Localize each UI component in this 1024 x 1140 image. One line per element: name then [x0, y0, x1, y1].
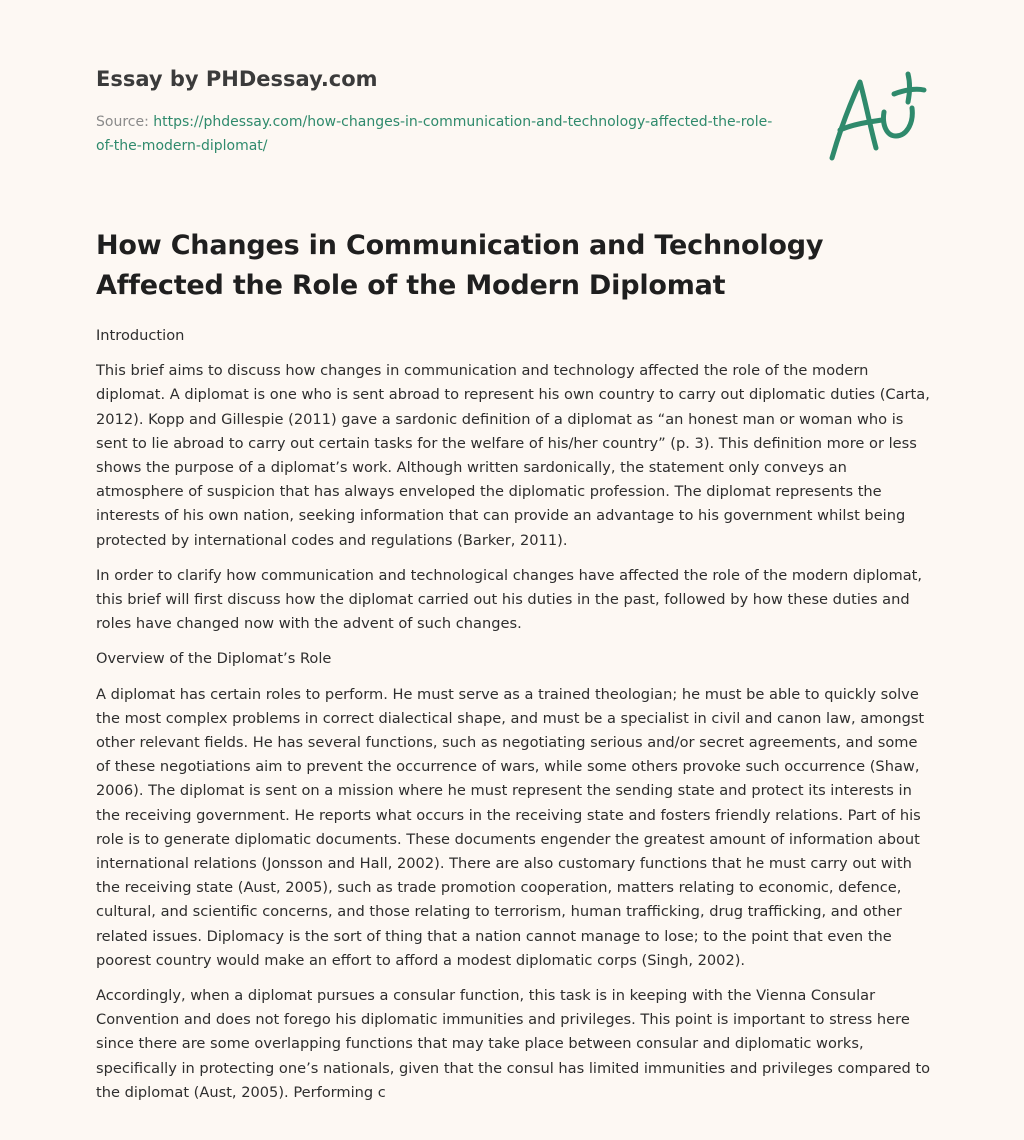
site-title: Essay by PHDessay.com — [96, 67, 378, 91]
section-heading-overview: Overview of the Diplomat’s Role — [96, 650, 332, 668]
paragraph-3: A diplomat has certain roles to perform. He must serve as a trained theologian; he must be able to quickly solve the most complex problems in correct dialectical shape, and must be a specialist in civil and canon law, amongst other relevant fields. He has several functions, such as negotiating serious and/or secret agreements, and some of these negotiations aim to prevent the occurrence of wars, while some others provoke such occurrence (Shaw, 2006). The diplomat is sent on a mission where he must represent the sending state and protect its interests in the receiving government. He reports what occurs in the receiving state and fosters friendly relations. Part of his role is to generate diplomatic documents. These documents engender the greatest amount of information about international relations (Jonsson and Hall, 2002). There are also customary functions that he must carry out with the receiving state (Aust, 2005), such as trade promotion cooperation, matters relating to economic, defence, cultural, and scientific concerns, and those relating to terrorism, human trafficking, drug trafficking, and other related issues. Diplomacy is the sort of thing that a nation cannot manage to lose; to the point that even the poorest country would make an effort to afford a modest diplomatic corps (Singh, 2002). — [96, 685, 925, 969]
paragraph-4: Accordingly, when a diplomat pursues a consular function, this task is in keeping with the Vienna Consular Convention and does not forego his diplomatic immunities and privileges. This point is important to stress here since there are some overlapping functions that may take place between consular and diplomatic works, specifically in protecting one’s nationals, given that the consul has limited immunities and privileges compared to the diplomat (Aust, 2005). Performing c — [96, 987, 931, 1101]
paragraph-1: This brief aims to discuss how changes in communication and technology affected the role of the modern diplomat. A diplomat is one who is sent abroad to represent his own country to carry out diplomatic duties (Carta, 2012). Kopp and Gillespie (2011) gave a sardonic definition of a diplomat as “an honest man or woman who is sent to lie abroad to carry out certain tasks for the welfare of his/her country” (p. 3). This definition more or less shows the purpose of a diplomat’s work. Although written sardonically, the statement only conveys an atmosphere of suspicion that has always enveloped the diplomatic profession. The diplomat represents the interests of his own nation, seeking information that can provide an advantage to his government whilst being protected by international codes and regulations (Barker, 2011). — [96, 362, 930, 549]
source-line — [96, 110, 776, 158]
section-heading-introduction: Introduction — [96, 327, 185, 344]
source-label: Source: — [96, 114, 149, 130]
a-plus-grade-icon — [824, 68, 928, 164]
essay-title: How Changes in Communication and Technology Affected the Role of the Modern Diplomat — [96, 230, 824, 301]
essay-body — [96, 324, 932, 1116]
source-link[interactable]: https://phdessay.com/how-changes-in-communication-and-technology-affected-the-role-of-the-modern-diplomat/ — [96, 114, 773, 154]
paragraph-2: In order to clarify how communication and technological changes have affected the role of the modern diplomat, this brief will first discuss how the diplomat carried out his duties in the past, followed by how these duties and roles have changed now with the advent of such changes. — [96, 566, 922, 633]
